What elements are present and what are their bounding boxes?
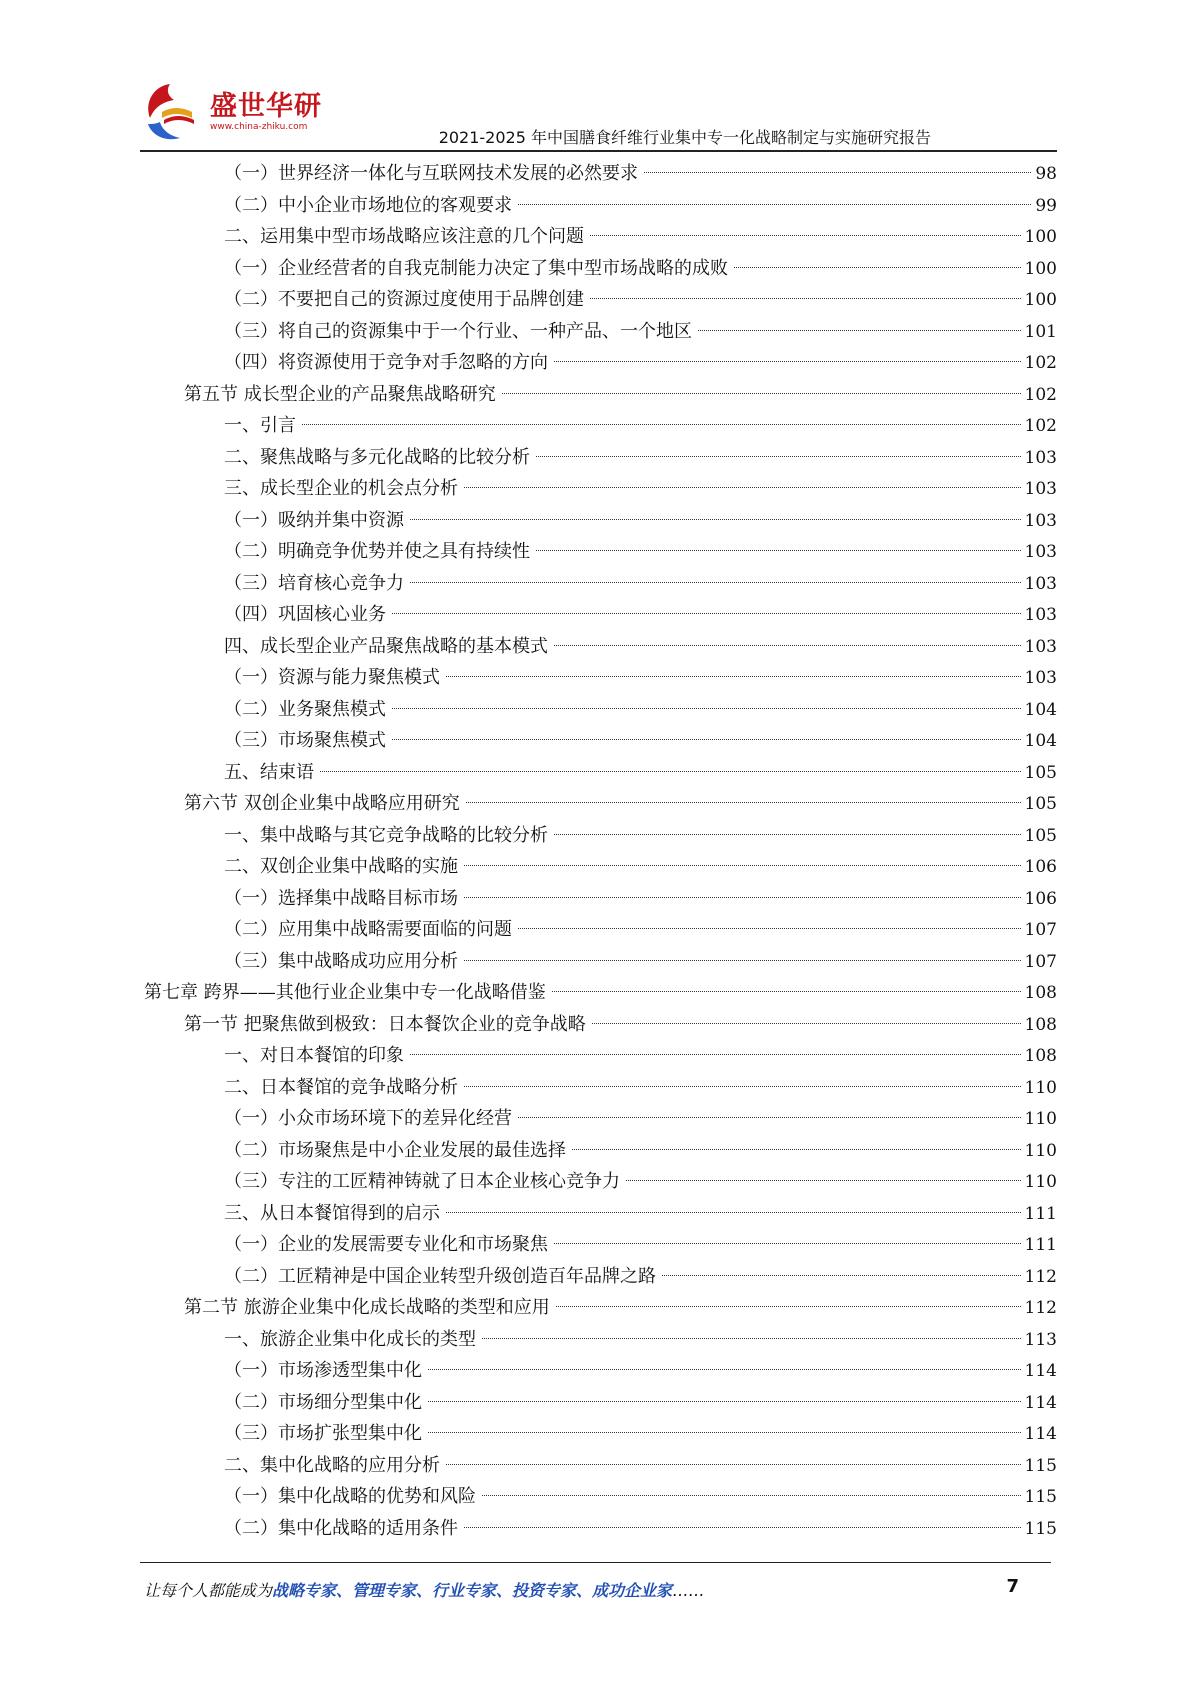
toc-entry-title: （三）市场聚焦模式: [224, 730, 386, 751]
toc-entry-page: 107: [1024, 951, 1057, 972]
footer-slogan: [144, 1578, 704, 1601]
toc-entry[interactable]: [140, 1103, 1057, 1135]
toc-entry-page: 102: [1024, 384, 1057, 405]
logo-swoosh-icon: [140, 78, 210, 148]
toc-entry[interactable]: [140, 1292, 1057, 1324]
toc-leader-dots: [410, 519, 1021, 520]
toc-entry-page: 111: [1024, 1235, 1057, 1255]
toc-leader-dots: [446, 1464, 1021, 1465]
toc-entry[interactable]: [140, 221, 1057, 253]
toc-entry-title: 二、运用集中型市场战略应该注意的几个问题: [224, 226, 584, 247]
toc-entry-title: （二）业务聚焦模式: [224, 698, 386, 720]
toc-entry[interactable]: [140, 253, 1057, 285]
toc-entry[interactable]: [140, 1072, 1057, 1104]
toc-entry-title: （一）吸纳并集中资源: [224, 509, 404, 531]
toc-entry[interactable]: [140, 883, 1057, 915]
toc-entry[interactable]: [140, 725, 1057, 757]
toc-entry[interactable]: [140, 1418, 1057, 1450]
footer-divider: [140, 1562, 1051, 1563]
toc-entry-title: （三）集中战略成功应用分析: [224, 950, 458, 972]
toc-entry[interactable]: [140, 946, 1057, 978]
footer-slogan-highlight: 战略专家、管理专家、行业专家、投资专家、成功企业家: [272, 1581, 673, 1600]
toc-entry-title: 五、结束语: [224, 761, 314, 783]
toc-entry-page: 110: [1024, 1077, 1057, 1098]
brand-logo: [140, 78, 320, 148]
toc-entry[interactable]: [140, 788, 1057, 820]
toc-leader-dots: [320, 771, 1021, 772]
toc-entry-page: 110: [1024, 1140, 1057, 1161]
toc-leader-dots: [556, 1306, 1021, 1307]
toc-leader-dots: [464, 1527, 1021, 1528]
toc-entry-title: （四）将资源使用于竞争对手忽略的方向: [224, 352, 548, 373]
toc-entry[interactable]: [140, 662, 1057, 694]
toc-entry-title: 一、引言: [224, 415, 296, 436]
toc-leader-dots: [590, 235, 1021, 236]
toc-entry-page: 114: [1024, 1392, 1057, 1413]
toc-entry-page: 104: [1024, 731, 1057, 751]
toc-entry[interactable]: [140, 1166, 1057, 1198]
toc-entry[interactable]: [140, 914, 1057, 946]
toc-entry-page: 100: [1024, 290, 1057, 310]
toc-entry-page: 112: [1024, 1266, 1057, 1287]
toc-entry-page: 102: [1024, 416, 1057, 436]
toc-entry[interactable]: [140, 631, 1057, 663]
toc-leader-dots: [410, 582, 1021, 583]
footer-slogan-prefix: 让每个人都能成为: [144, 1581, 273, 1600]
toc-entry[interactable]: [140, 599, 1057, 631]
toc-leader-dots: [554, 645, 1021, 646]
toc-entry-page: 108: [1024, 983, 1057, 1003]
toc-entry-page: 114: [1024, 1424, 1057, 1444]
toc-entry[interactable]: [140, 379, 1057, 411]
toc-entry-page: 115: [1024, 1487, 1057, 1507]
toc-entry-page: 113: [1024, 1329, 1057, 1350]
toc-entry-page: 103: [1024, 605, 1057, 625]
toc-entry-page: 106: [1024, 857, 1057, 877]
toc-entry-title: 第二节 旅游企业集中化成长战略的类型和应用: [184, 1297, 550, 1318]
brand-url: www.china-zhiku.com: [210, 122, 308, 132]
toc-entry-page: 110: [1024, 1172, 1057, 1192]
toc-entry[interactable]: [140, 316, 1057, 348]
toc-entry[interactable]: [140, 1481, 1057, 1513]
toc-entry-title: （二）明确竞争优势并使之具有持续性: [224, 541, 530, 562]
header-divider: [140, 150, 1057, 152]
toc-entry[interactable]: [140, 190, 1057, 222]
toc-entry-page: 107: [1024, 920, 1057, 940]
toc-entry[interactable]: [140, 568, 1057, 600]
toc-entry-page: 105: [1024, 794, 1057, 814]
toc-entry-title: （一）选择集中战略目标市场: [224, 887, 458, 909]
toc-entry[interactable]: [140, 757, 1057, 789]
toc-entry-title: （二）集中化战略的适用条件: [224, 1517, 458, 1539]
toc-entry-title: 二、集中化战略的应用分析: [224, 1454, 440, 1476]
toc-entry-title: 三、成长型企业的机会点分析: [224, 478, 458, 499]
toc-leader-dots: [536, 456, 1021, 457]
toc-leader-dots: [392, 739, 1021, 740]
toc-entry-page: 110: [1024, 1109, 1057, 1129]
toc-leader-dots: [552, 991, 1021, 992]
toc-entry-page: 103: [1024, 668, 1057, 688]
toc-entry[interactable]: [140, 284, 1057, 316]
toc-entry-page: 103: [1024, 636, 1057, 657]
toc-entry-title: （二）市场细分型集中化: [224, 1391, 422, 1413]
toc-leader-dots: [554, 361, 1021, 362]
toc-leader-dots: [592, 1023, 1021, 1024]
toc-entry-page: 98: [1035, 164, 1057, 184]
toc-leader-dots: [644, 172, 1031, 173]
toc-entry-title: （三）培育核心竞争力: [224, 572, 404, 594]
toc-entry-title: （二）市场聚焦是中小企业发展的最佳选择: [224, 1139, 566, 1161]
toc-leader-dots: [554, 834, 1021, 835]
toc-entry-title: （二）中小企业市场地位的客观要求: [224, 194, 512, 216]
toc-entry-page: 102: [1024, 353, 1057, 373]
toc-leader-dots: [590, 298, 1021, 299]
toc-entry-title: （四）巩固核心业务: [224, 604, 386, 625]
toc-entry-page: 114: [1024, 1361, 1057, 1381]
toc-leader-dots: [464, 960, 1021, 961]
toc-entry[interactable]: [140, 694, 1057, 726]
toc-entry[interactable]: [140, 1040, 1057, 1072]
toc-entry-page: 103: [1024, 510, 1057, 531]
toc-leader-dots: [554, 1243, 1021, 1244]
toc-entry[interactable]: [140, 1198, 1057, 1230]
toc-leader-dots: [466, 802, 1021, 803]
toc-entry-page: 111: [1024, 1203, 1057, 1224]
toc-entry[interactable]: [140, 1009, 1057, 1041]
toc-leader-dots: [428, 1369, 1021, 1370]
toc-entry-page: 112: [1024, 1298, 1057, 1318]
toc-entry-page: 103: [1024, 542, 1057, 562]
brand-name: 盛世华研: [210, 91, 322, 122]
toc-leader-dots: [518, 928, 1021, 929]
toc-entry-title: （一）世界经济一体化与互联网技术发展的必然要求: [224, 163, 638, 184]
toc-leader-dots: [482, 1495, 1021, 1496]
toc-entry-title: 第五节 成长型企业的产品聚焦战略研究: [184, 383, 496, 405]
toc-entry[interactable]: [140, 977, 1057, 1009]
toc-entry-page: 105: [1024, 762, 1057, 783]
toc-entry[interactable]: [140, 347, 1057, 379]
toc-entry-page: 115: [1024, 1455, 1057, 1476]
toc-entry[interactable]: [140, 505, 1057, 537]
toc-leader-dots: [446, 1212, 1021, 1213]
toc-entry-title: （三）市场扩张型集中化: [224, 1423, 422, 1444]
toc-entry-title: （一）小众市场环境下的差异化经营: [224, 1108, 512, 1129]
toc-entry-page: 103: [1024, 573, 1057, 594]
toc-leader-dots: [536, 550, 1021, 551]
toc-entry-title: 第七章 跨界——其他行业企业集中专一化战略借鉴: [144, 982, 546, 1003]
toc-leader-dots: [464, 1086, 1021, 1087]
toc-leader-dots: [698, 330, 1021, 331]
toc-entry-page: 105: [1024, 825, 1057, 846]
toc-leader-dots: [302, 424, 1021, 425]
toc-entry[interactable]: [140, 473, 1057, 505]
toc-entry-page: 100: [1024, 258, 1057, 279]
toc-entry[interactable]: [140, 1387, 1057, 1419]
toc-leader-dots: [518, 1117, 1021, 1118]
toc-leader-dots: [428, 1432, 1021, 1433]
toc-entry[interactable]: [140, 1355, 1057, 1387]
toc-leader-dots: [392, 613, 1021, 614]
toc-leader-dots: [410, 1054, 1021, 1055]
toc-entry-title: （二）应用集中战略需要面临的问题: [224, 919, 512, 940]
toc-entry-title: （一）企业的发展需要专业化和市场聚焦: [224, 1234, 548, 1255]
toc-leader-dots: [464, 865, 1021, 866]
toc-entry-title: 二、双创企业集中战略的实施: [224, 856, 458, 877]
toc-entry[interactable]: [140, 1261, 1057, 1293]
toc-entry-title: 二、聚焦战略与多元化战略的比较分析: [224, 446, 530, 468]
toc-entry-title: （一）资源与能力聚焦模式: [224, 667, 440, 688]
toc-entry-page: 108: [1024, 1014, 1057, 1035]
toc-entry-title: 一、对日本餐馆的印象: [224, 1045, 404, 1066]
toc-entry-page: 101: [1024, 321, 1057, 342]
toc-entry[interactable]: [140, 1324, 1057, 1356]
toc-entry-page: 104: [1024, 699, 1057, 720]
toc-leader-dots: [392, 708, 1021, 709]
toc-entry-title: 第六节 双创企业集中战略应用研究: [184, 793, 460, 814]
toc-entry[interactable]: [140, 536, 1057, 568]
toc-entry-title: 一、集中战略与其它竞争战略的比较分析: [224, 824, 548, 846]
toc-entry-page: 115: [1024, 1518, 1057, 1539]
toc-leader-dots: [734, 267, 1021, 268]
toc-entry-title: （一）集中化战略的优势和风险: [224, 1486, 476, 1507]
toc-entry[interactable]: [140, 1135, 1057, 1167]
toc-entry-title: （二）工匠精神是中国企业转型升级创造百年品牌之路: [224, 1265, 656, 1287]
toc-entry-title: 四、成长型企业产品聚焦战略的基本模式: [224, 635, 548, 657]
toc-entry[interactable]: [140, 820, 1057, 852]
toc-entry[interactable]: [140, 1513, 1057, 1545]
toc-entry[interactable]: [140, 1229, 1057, 1261]
toc-entry-page: 103: [1024, 447, 1057, 468]
page-number: 7: [1006, 1576, 1019, 1597]
toc-entry-title: 第一节 把聚焦做到极致：日本餐饮企业的竞争战略: [184, 1013, 586, 1035]
toc-entry-page: 100: [1024, 227, 1057, 247]
toc-leader-dots: [464, 487, 1021, 488]
table-of-contents: [140, 158, 1057, 1544]
toc-leader-dots: [626, 1180, 1021, 1181]
toc-leader-dots: [662, 1275, 1021, 1276]
toc-entry-title: 三、从日本餐馆得到的启示: [224, 1202, 440, 1224]
toc-entry-title: （一）市场渗透型集中化: [224, 1360, 422, 1381]
footer-slogan-suffix: ……: [672, 1581, 705, 1600]
toc-leader-dots: [502, 393, 1021, 394]
toc-entry-page: 106: [1024, 888, 1057, 909]
toc-entry-page: 99: [1035, 195, 1057, 216]
toc-entry[interactable]: [140, 410, 1057, 442]
toc-entry-title: （二）不要把自己的资源过度使用于品牌创建: [224, 289, 584, 310]
toc-leader-dots: [518, 204, 1031, 205]
toc-entry-title: 二、日本餐馆的竞争战略分析: [224, 1076, 458, 1098]
toc-leader-dots: [446, 676, 1021, 677]
toc-entry-title: （一）企业经营者的自我克制能力决定了集中型市场战略的成败: [224, 257, 728, 279]
toc-entry-title: 一、旅游企业集中化成长的类型: [224, 1328, 476, 1350]
toc-entry-title: （三）专注的工匠精神铸就了日本企业核心竞争力: [224, 1171, 620, 1192]
document-title: 2021-2025 年中国膳食纤维行业集中专一化战略制定与实施研究报告: [438, 128, 931, 147]
toc-leader-dots: [464, 897, 1021, 898]
toc-leader-dots: [572, 1149, 1021, 1150]
toc-leader-dots: [482, 1338, 1021, 1339]
toc-entry[interactable]: [140, 851, 1057, 883]
toc-entry[interactable]: [140, 1450, 1057, 1482]
toc-entry-title: （三）将自己的资源集中于一个行业、一种产品、一个地区: [224, 320, 692, 342]
toc-entry-page: 103: [1024, 479, 1057, 499]
toc-leader-dots: [428, 1401, 1021, 1402]
toc-entry[interactable]: [140, 158, 1057, 190]
toc-entry[interactable]: [140, 442, 1057, 474]
toc-entry-page: 108: [1024, 1046, 1057, 1066]
